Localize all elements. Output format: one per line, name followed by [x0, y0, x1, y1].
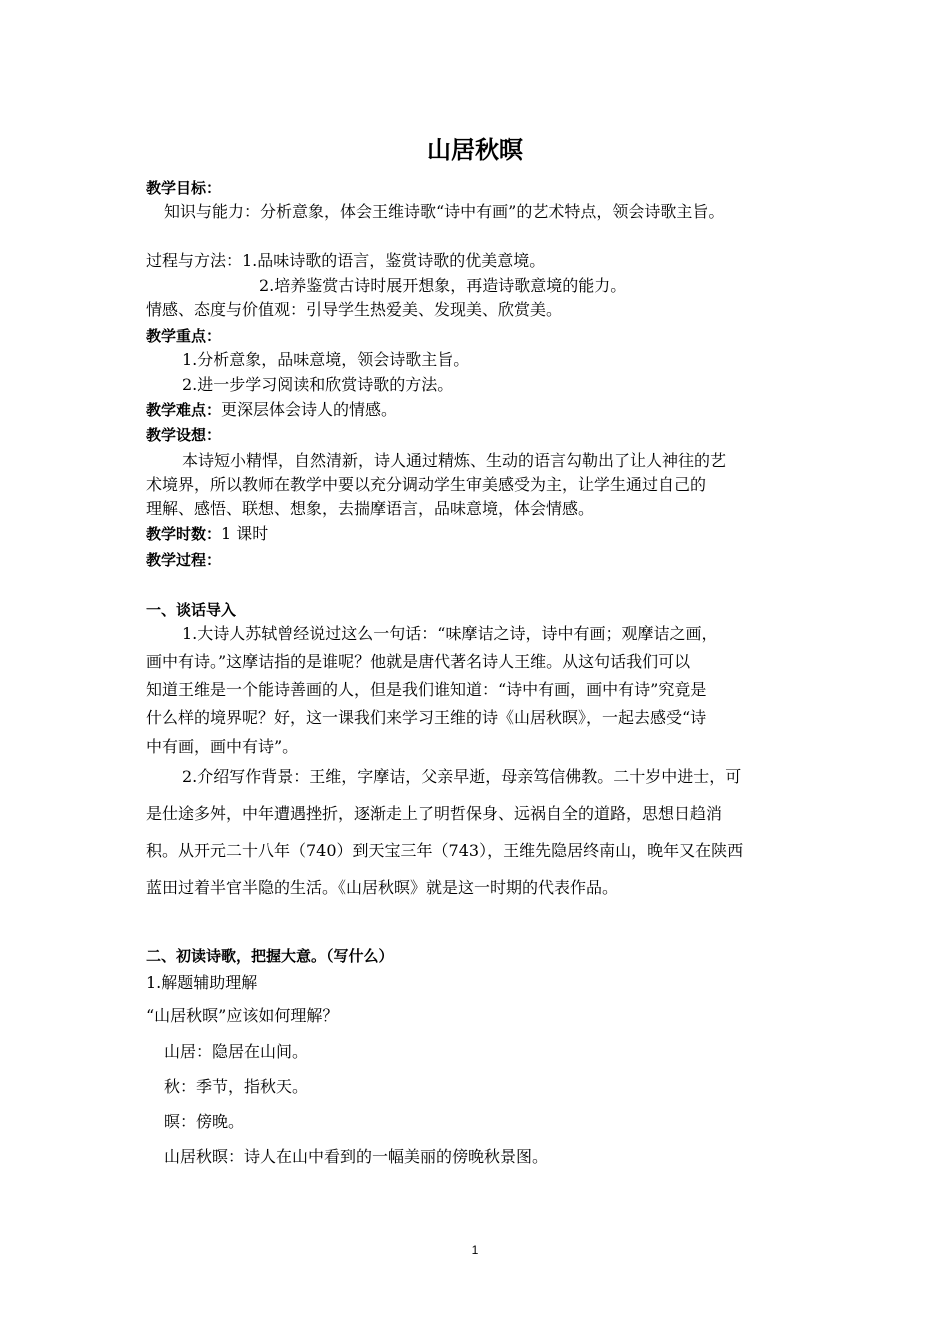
section2-subheading: 1.解题辅助理解 [146, 973, 258, 992]
section1-p2-line: 是仕途多舛，中年遭遇挫折，逐渐走上了明哲保身、远祸自全的道路，思想日趋消 [146, 804, 723, 823]
hours-line [146, 522, 268, 546]
objective-process-1: 过程与方法：1.品味诗歌的语言，鉴赏诗歌的优美意境。 [146, 251, 546, 270]
process-heading: 教学过程： [146, 551, 222, 569]
section1-p2-line: 2.介绍写作背景：王维，字摩诘，父亲早逝，母亲笃信佛教。二十岁中进士，可 [182, 767, 742, 786]
difficulty-heading: 教学难点： [146, 401, 222, 419]
key-points-heading: 教学重点： [146, 327, 222, 345]
objective-knowledge: 知识与能力：分析意象，体会王维诗歌“诗中有画”的艺术特点，领会诗歌主旨。 [164, 202, 725, 221]
objective-process-2: 2.培养鉴赏古诗时展开想象，再造诗歌意境的能力。 [259, 276, 627, 295]
design-heading: 教学设想： [146, 426, 222, 444]
section2-item: 山居秋暝：诗人在山中看到的一幅美丽的傍晚秋景图。 [164, 1147, 549, 1166]
design-line: 本诗短小精悍，自然清新，诗人通过精炼、生动的语言勾勒出了让人神往的艺 [182, 451, 727, 470]
objective-emotion: 情感、态度与价值观：引导学生热爱美、发现美、欣赏美。 [146, 300, 563, 319]
section2-item: 暝：傍晚。 [164, 1112, 245, 1131]
section2-question: “山居秋暝”应该如何理解？ [146, 1006, 339, 1025]
section1-heading: 一、谈话导入 [146, 601, 237, 619]
section1-p1-line: 画中有诗。”这摩诘指的是谁呢？他就是唐代著名诗人王维。从这句话我们可以 [146, 652, 691, 671]
section2-item: 秋：季节，指秋天。 [164, 1077, 309, 1096]
difficulty-text: 更深层体会诗人的情感。 [221, 400, 398, 419]
section1-p1-line: 知道王维是一个能诗善画的人，但是我们谁知道：“诗中有画，画中有诗”究竟是 [146, 680, 707, 699]
key-point-item: 1.分析意象，品味意境，领会诗歌主旨。 [182, 350, 470, 369]
section1-p1-line: 1.大诗人苏轼曾经说过这么一句话：“味摩诘之诗，诗中有画；观摩诘之画， [182, 624, 718, 643]
document-title: 山居秋暝 [427, 136, 523, 164]
section1-p2-line: 蓝田过着半官半隐的生活。《山居秋暝》就是这一时期的代表作品。 [146, 878, 619, 897]
section1-p1-line: 中有画，画中有诗”。 [146, 737, 299, 756]
section1-p2-line: 积。从开元二十八年（740）到天宝三年（743），王维先隐居终南山，晚年又在陕西 [146, 841, 744, 860]
difficulty-line [146, 398, 397, 422]
key-point-item: 2.进一步学习阅读和欣赏诗歌的方法。 [182, 375, 454, 394]
section2-heading: 二、初读诗歌，把握大意。（写什么） [146, 947, 394, 965]
design-line: 术境界，所以教师在教学中要以充分调动学生审美感受为主，让学生通过自己的 [146, 475, 707, 494]
section2-item: 山居：隐居在山间。 [164, 1042, 309, 1061]
design-line: 理解、感悟、联想、想象，去揣摩语言，品味意境，体会情感。 [146, 499, 595, 518]
section1-p1-line: 什么样的境界呢？好，这一课我们来学习王维的诗《山居秋暝》，一起去感受“诗 [146, 708, 707, 727]
hours-text: 1 课时 [221, 524, 269, 543]
hours-heading: 教学时数： [146, 525, 222, 543]
page-number: 1 [471, 1243, 479, 1257]
objectives-heading: 教学目标： [146, 179, 222, 197]
